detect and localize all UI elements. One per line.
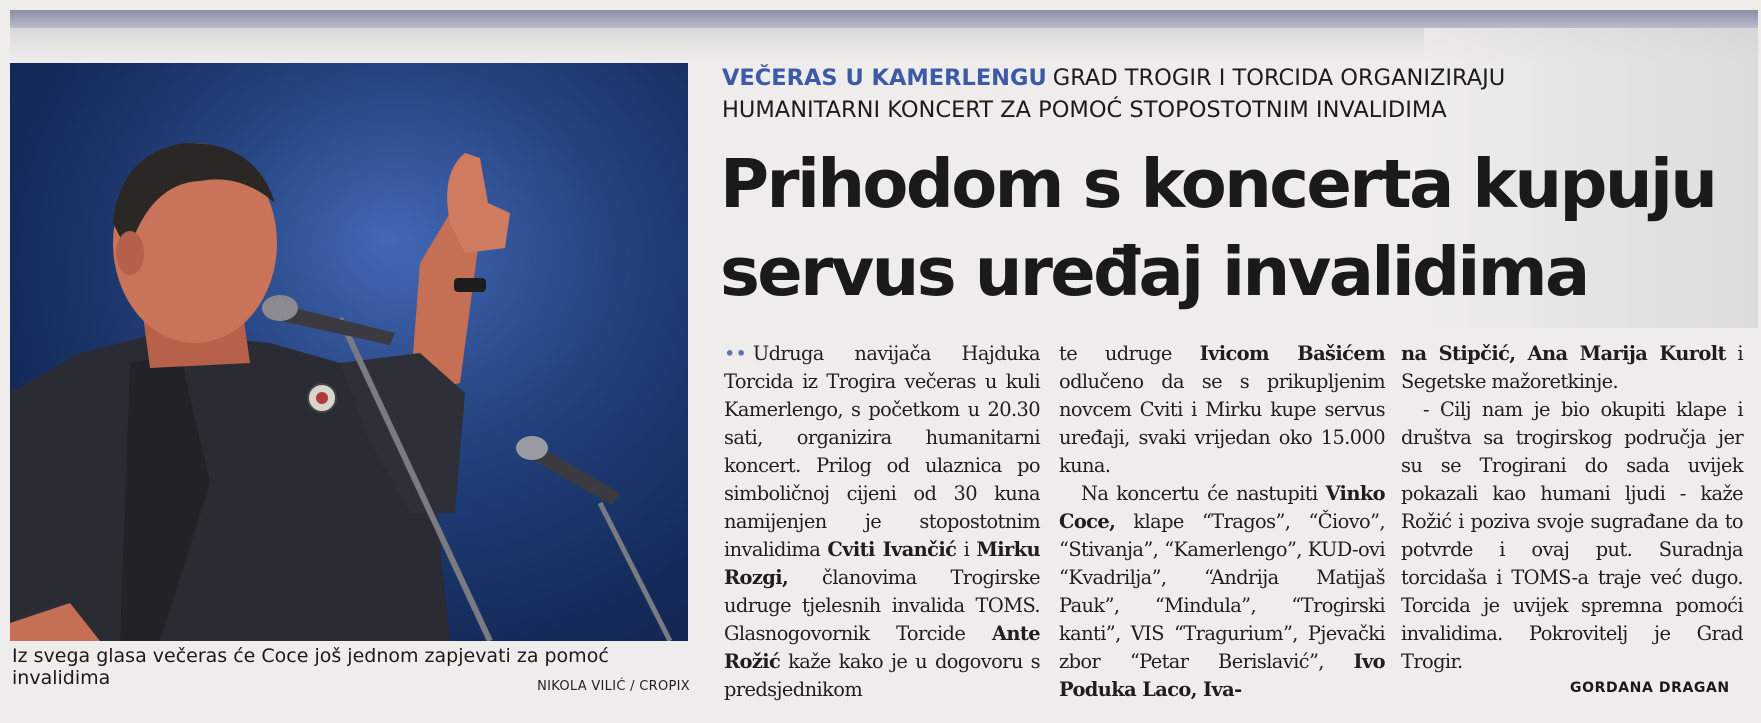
article-column-3 (1401, 340, 1743, 710)
text-run: i (956, 538, 977, 561)
photo-caption: Iz svega glasa večeras će Coce još jednom zapjevati za pomoć invalidima (12, 645, 609, 689)
text-run: članovima Trogirske udruge tjelesnih invalida TOMS. Glasnogovornik Torcide (724, 566, 1040, 645)
paragraph: - Cilj nam je bio okupiti klape i društva sa trogirskog područja jer su se Trogirani do sada uvijek pokazali kao humani ljudi - kaže Rožić i poziva svoje sugrađane da to potvrde i ovaj put. Suradnja torcidaša i TOMS-a traje već dugo. Torcida je uvijek spremna pomoći invalidima. Pokrovitelj je Grad Trogir. (1401, 398, 1743, 673)
name-ivana-ana: na Stipčić, Ana Marija Kurolt (1401, 342, 1726, 365)
byline: GORDANA DRAGAN (1570, 680, 1730, 696)
headline (720, 140, 1740, 316)
text-run: Na koncertu će nastupiti (1081, 482, 1326, 505)
headline-line-1: Prihodom s koncerta kupuju (720, 145, 1716, 223)
article-column-1 (724, 340, 1040, 710)
text-run: i Segetske mažoretkinje. (1401, 342, 1743, 393)
paragraph (1059, 340, 1385, 480)
kicker (722, 62, 1622, 126)
paragraph (724, 340, 1040, 704)
paragraph (1059, 480, 1385, 704)
concert-photo (10, 63, 688, 641)
text-run: klape “Tragos”, “Čiovo”, “Stivanja”, “Kamerlengo”, KUD-ovi “Kvadrilja”, “Andrija Matijaš Pauk”, “Mindula”, “Trogirski kanti”, VIS “Tragurium”, Pjevački zbor “Petar Berislavić”, (1059, 510, 1385, 673)
kicker-text: GRAD TROGIR I TORCIDA ORGANIZIRAJU HUMANITARNI KONCERT ZA POMOĆ STOPOSTOTNIM INVALIDIMA (722, 65, 1506, 123)
article-column-2 (1059, 340, 1385, 710)
singer-illustration (10, 63, 688, 641)
top-color-band (10, 10, 1758, 28)
name-ivo: Ivo Poduka Laco, Iva- (1059, 650, 1385, 701)
name-ivica: Ivicom Bašićem (1199, 342, 1385, 365)
text-run: odlučeno da se s prikupljenim novcem Cviti i Mirku kupe servus uređaji, svaki vrijedan oko 15.000 kuna. (1059, 370, 1385, 477)
name-cviti: Cviti Ivančić (827, 538, 957, 561)
text-run: kaže kako je u dogovoru s predsjednikom (724, 650, 1040, 701)
photo-credit: NIKOLA VILIĆ / CROPIX (537, 679, 690, 694)
headline-line-2: servus uređaj invalidima (720, 233, 1588, 311)
name-mirko: Mirku Rozgi, (724, 538, 1041, 589)
paragraph (1401, 340, 1743, 396)
text-run: Udruga navijača Hajduka Torcida iz Trogira večeras u kuli Kamerlengo, s početkom u 20.30 sati, organizira humanitarni koncert. Prilog od ulaznica po simboličnoj cijeni od 30 kuna namijenjen je stopostotnim invalidima (724, 342, 1040, 561)
text-run: te udruge (1059, 342, 1200, 365)
bullet-icon: •• (724, 342, 747, 365)
name-ante: Ante Rožić (724, 622, 1040, 673)
kicker-keyword: VEČERAS U KAMERLENGU (722, 65, 1047, 91)
name-vinko: Vinko Coce, (1059, 482, 1385, 533)
